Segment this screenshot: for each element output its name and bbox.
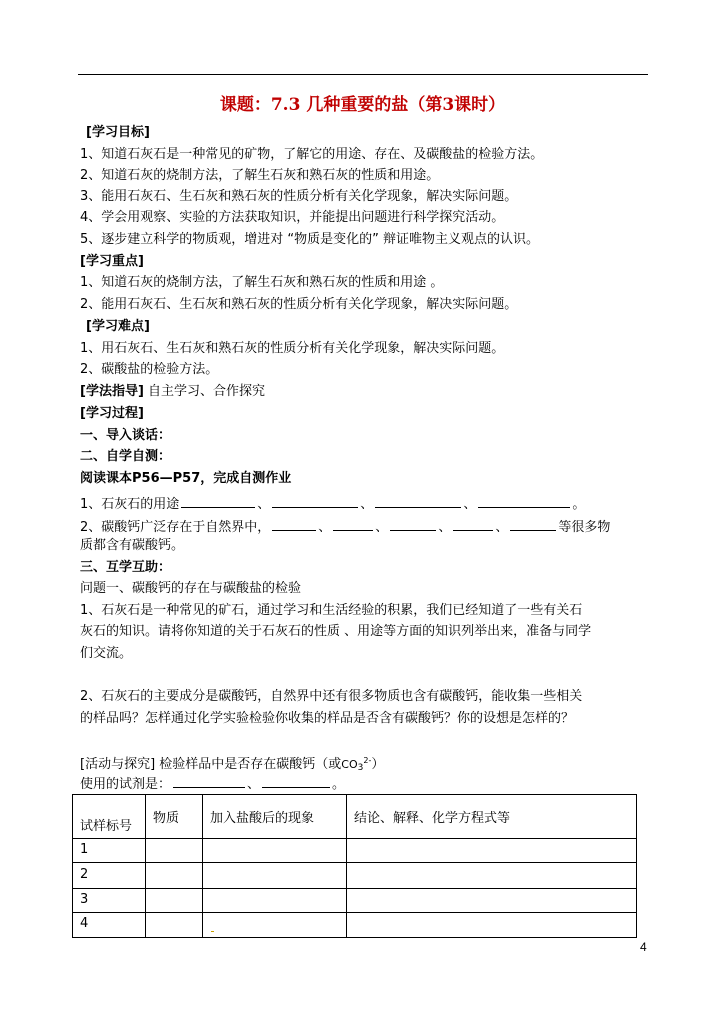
table-row [73, 839, 637, 863]
key-point-item: 2、能用石灰石、生石灰和熟石灰的性质分析有关化学现象，解决实际问题。 [80, 297, 518, 312]
question-2-continued: 质都含有碳酸钙。 [80, 538, 185, 553]
problem-2-para: 的样品吗？怎样通过化学实验检验你收集的样品是否含有碳酸钙？你的设想是怎样的？ [80, 711, 575, 726]
question-1-text: 1、石灰石的用途 [80, 497, 180, 512]
method-line [80, 383, 265, 401]
separator: 、 [375, 520, 389, 535]
goals-heading: [学习目标] [86, 125, 150, 140]
question-1 [80, 493, 585, 514]
problem-1-title: 问题一、碳酸钙的存在与碳酸盐的检验 [80, 581, 302, 596]
question-2 [80, 516, 610, 537]
substance-cell[interactable] [146, 863, 203, 889]
reagents-label: 使用的试剂是： [80, 777, 172, 792]
separator: 、 [438, 520, 452, 535]
period: 。 [332, 777, 346, 792]
table-row [73, 863, 637, 889]
method-heading: [学法指导] [80, 384, 144, 399]
key-point-item: 1、知道石灰的烧制方法，了解生石灰和熟石灰的性质和用途 。 [80, 275, 444, 290]
substance-cell[interactable] [146, 889, 203, 913]
table-row [73, 889, 637, 913]
key-points-heading: [学习重点] [80, 254, 144, 269]
separator: 、 [247, 777, 261, 792]
sample-id-cell: 1 [73, 839, 146, 863]
answer-blank[interactable] [390, 516, 436, 531]
conclusion-cell[interactable] [347, 913, 637, 938]
separator: 、 [495, 520, 509, 535]
header-sample-id: 试样标号 [73, 795, 146, 839]
question-2-suffix: 等很多物 [558, 520, 611, 535]
reading-instruction: 阅读课本P56—P57，完成自测作业 [80, 471, 292, 486]
phenomenon-cell[interactable] [203, 839, 347, 863]
conclusion-cell[interactable] [347, 863, 637, 889]
formula-co: CO [341, 758, 358, 771]
phenomenon-cell[interactable] [203, 863, 347, 889]
header-substance: 物质 [146, 795, 203, 839]
answer-blank[interactable] [375, 493, 461, 508]
header-phenomenon: 加入盐酸后的现象 [203, 795, 347, 839]
separator: 、 [318, 520, 332, 535]
problem-1-para: 们交流。 [80, 646, 133, 661]
stray-mark [211, 931, 214, 932]
header-rule [78, 74, 648, 75]
section-self-study: 二、自学自测： [80, 449, 172, 464]
page-title: 课题：7.3 几种重要的盐（第3课时） [219, 95, 506, 115]
separator: 、 [360, 497, 374, 512]
table-row [73, 913, 637, 938]
sample-id-cell: 4 [73, 913, 146, 938]
phenomenon-cell[interactable] [203, 913, 347, 938]
method-text: 自主学习、合作探究 [148, 384, 266, 399]
problem-1-para: 1、石灰石是一种常见的矿石，通过学习和生活经验的积累，我们已经知道了一些有关石 [80, 603, 583, 618]
answer-blank[interactable] [262, 773, 330, 788]
problem-1-para: 灰石的知识。请将你知道的关于石灰石的性质 、用途等方面的知识列举出来，准备与同学 [80, 624, 592, 639]
reagents-line [80, 773, 345, 794]
section-intro: 一、导入谈话： [80, 428, 172, 443]
separator: 、 [463, 497, 477, 512]
answer-blank[interactable] [272, 493, 358, 508]
difficulty-item: 1、用石灰石、生石灰和熟石灰的性质分析有关化学现象，解决实际问题。 [80, 341, 505, 356]
question-2-text: 2、碳酸钙广泛存在于自然界中， [80, 520, 271, 535]
answer-blank[interactable] [510, 516, 556, 531]
header-conclusion: 结论、解释、化学方程式等 [347, 795, 637, 839]
activity-close: ） [371, 757, 385, 772]
results-table [72, 794, 637, 938]
answer-blank[interactable] [478, 493, 570, 508]
goal-item: 4、学会用观察、实验的方法获取知识，并能提出问题进行科学探究活动。 [80, 210, 505, 225]
phenomenon-cell[interactable] [203, 889, 347, 913]
carbonate-formula [341, 758, 371, 771]
problem-2-para: 2、石灰石的主要成分是碳酸钙，自然界中还有很多物质也含有碳酸钙，能收集一些相关 [80, 689, 583, 704]
table-header-row [73, 795, 637, 839]
substance-cell[interactable] [146, 839, 203, 863]
answer-blank[interactable] [173, 773, 245, 788]
conclusion-cell[interactable] [347, 839, 637, 863]
sample-id-cell: 2 [73, 863, 146, 889]
formula-superscript: 2- [363, 756, 372, 765]
process-heading: [学习过程] [80, 406, 144, 421]
activity-label: [活动与探究] 检验样品中是否存在碳酸钙（或 [80, 757, 342, 772]
goal-item: 5、逐步建立科学的物质观，增进对 “物质是变化的” 辩证唯物主义观点的认识。 [80, 232, 540, 247]
substance-cell[interactable] [146, 913, 203, 938]
section-mutual-help: 三、互学互助： [80, 560, 172, 575]
answer-blank[interactable] [272, 516, 316, 531]
sample-id-cell: 3 [73, 889, 146, 913]
answer-blank[interactable] [453, 516, 493, 531]
answer-blank[interactable] [181, 493, 255, 508]
answer-blank[interactable] [333, 516, 373, 531]
page-number: 4 [640, 940, 647, 954]
formula-subscript: 3 [357, 763, 364, 773]
period: 。 [572, 497, 586, 512]
goal-item: 3、能用石灰石、生石灰和熟石灰的性质分析有关化学现象，解决实际问题。 [80, 189, 518, 204]
difficulty-item: 2、碳酸盐的检验方法。 [80, 362, 219, 377]
goal-item: 1、知道石灰石是一种常见的矿物，了解它的用途、存在、及碳酸盐的检验方法。 [80, 147, 544, 162]
difficulties-heading: [学习难点] [86, 319, 150, 334]
goal-item: 2、知道石灰的烧制方法，了解生石灰和熟石灰的性质和用途。 [80, 168, 440, 183]
separator: 、 [257, 497, 271, 512]
conclusion-cell[interactable] [347, 889, 637, 913]
